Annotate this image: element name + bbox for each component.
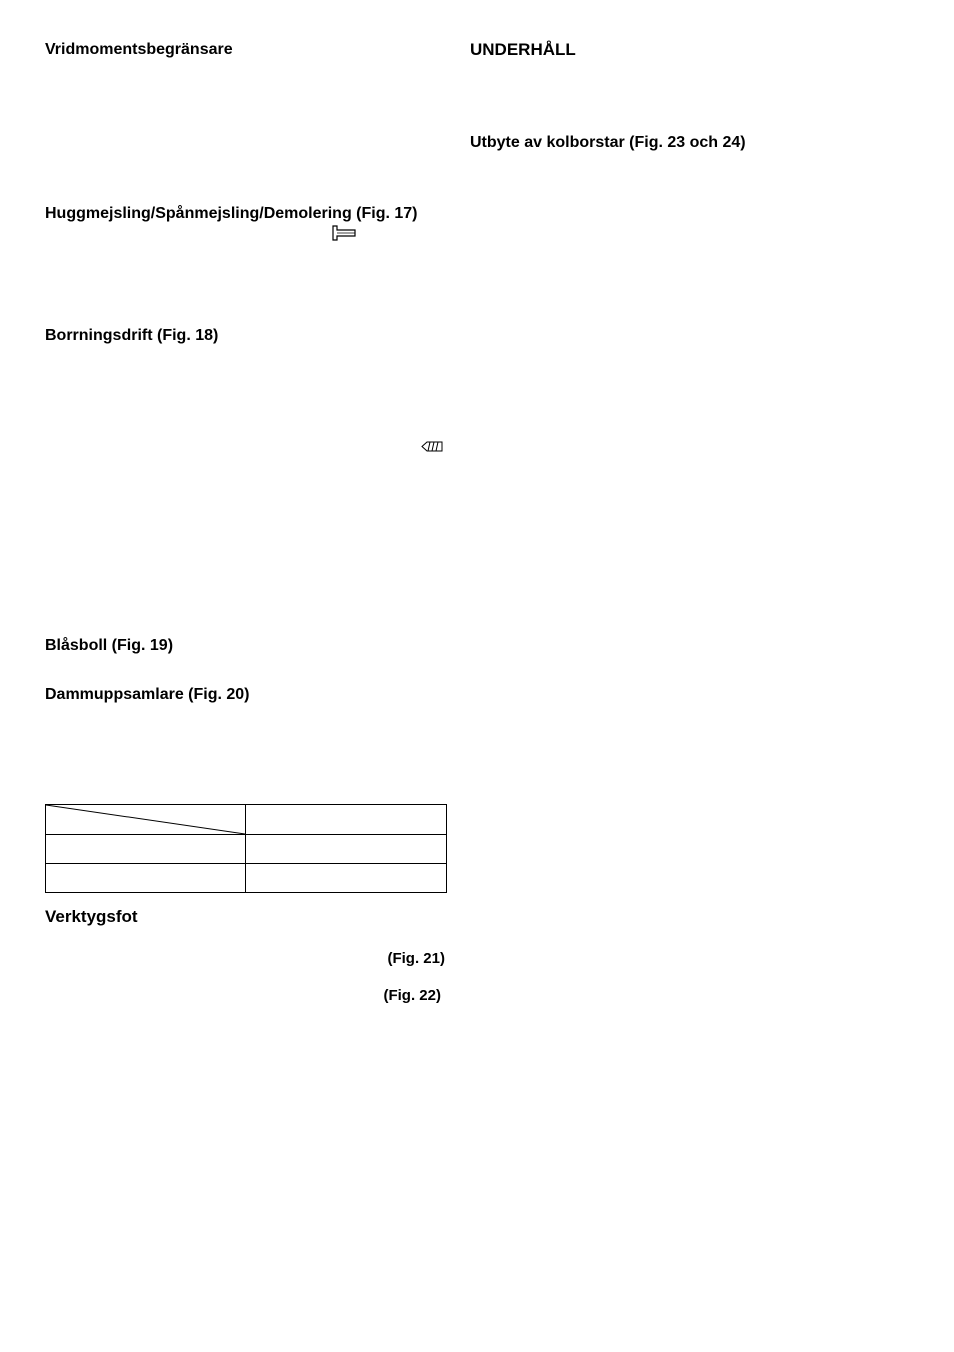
table-cell	[246, 864, 447, 893]
diagonal-divider	[46, 805, 245, 834]
drill-bit-mode-icon	[421, 439, 443, 457]
table-row	[46, 805, 447, 835]
table-corner-cell	[46, 805, 246, 835]
table-cell	[46, 835, 246, 864]
table-cell	[246, 835, 447, 864]
heading-drilling: Borrningsdrift (Fig. 18)	[45, 327, 219, 344]
figure-reference-22: (Fig. 22)	[383, 987, 441, 1004]
heading-blower: Blåsboll (Fig. 19)	[45, 637, 174, 654]
heading-chiseling: Huggmejsling/Spånmejsling/Demolering (Fig. 17)	[45, 205, 418, 222]
heading-carbon-brushes: Utbyte av kolborstar (Fig. 23 och 24)	[470, 134, 746, 151]
table-cell	[46, 864, 246, 893]
table-row	[46, 835, 447, 864]
table-cell	[246, 805, 447, 835]
heading-tool-stand: Verktygsfot	[45, 907, 138, 926]
heading-torque-limiter: Vridmomentsbegränsare	[45, 41, 233, 58]
table-row	[46, 864, 447, 893]
heading-maintenance: UNDERHÅLL	[470, 40, 576, 59]
hammer-mode-icon	[331, 225, 357, 246]
heading-dust-collector: Dammuppsamlare (Fig. 20)	[45, 686, 250, 703]
specification-table	[45, 804, 447, 893]
figure-reference-21: (Fig. 21)	[387, 950, 445, 967]
